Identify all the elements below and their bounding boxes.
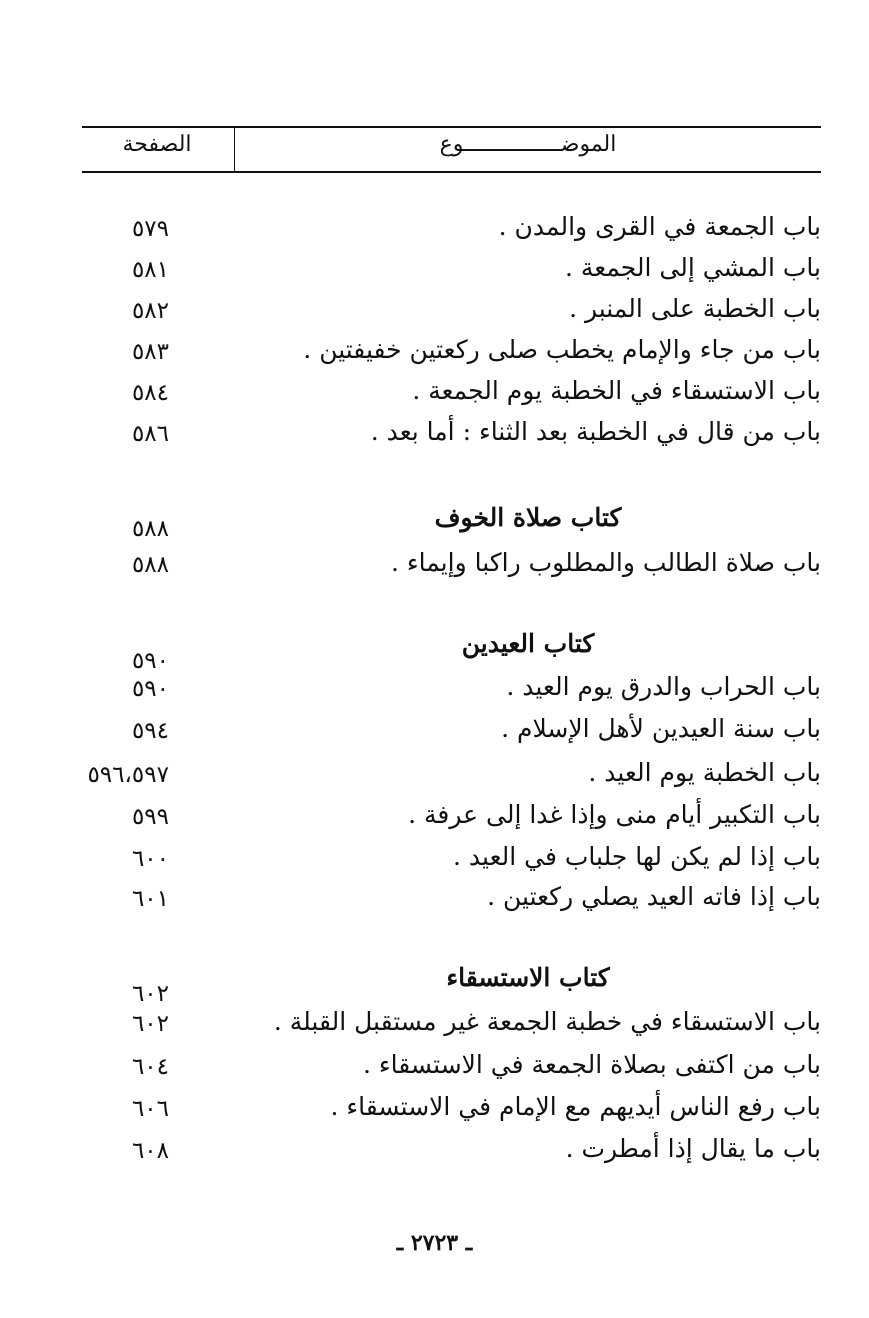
index-entry (0, 1004, 869, 1044)
index-entry (0, 797, 869, 837)
entry-page-number: ٥٨١ (131, 257, 169, 283)
entry-topic: باب الجمعة في القرى والمدن . (498, 212, 821, 241)
index-entry (0, 839, 869, 879)
entry-page-number: ٦٠٦ (131, 1096, 169, 1122)
book-heading: كتاب صلاة الخوف (434, 503, 622, 532)
entry-page-number: ٥٨٢ (131, 298, 169, 324)
book-heading: كتاب الاستسقاء (446, 963, 610, 992)
entry-page-number: ٦٠١ (131, 886, 169, 912)
index-entry (0, 669, 869, 709)
page-column-header: الصفحة (122, 132, 192, 157)
entry-topic: باب صلاة الطالب والمطلوب راكبا وإيماء . (390, 548, 821, 577)
entry-topic: باب من اكتفى بصلاة الجمعة في الاستسقاء . (362, 1050, 821, 1079)
index-entry (0, 291, 869, 331)
header-column-divider (234, 126, 235, 173)
index-entry (0, 209, 869, 249)
entry-page-number: ٥٨٦ (131, 421, 169, 447)
entry-page-number: ٥٩٩ (131, 804, 169, 830)
entry-topic: باب إذا فاته العيد يصلي ركعتين . (487, 882, 821, 911)
index-entry (0, 1131, 869, 1171)
entry-topic: باب المشي إلى الجمعة . (564, 253, 821, 282)
entry-page-number: ٦٠٢ (131, 1011, 169, 1037)
entry-topic: باب الحراب والدرق يوم العيد . (506, 672, 821, 701)
header-bottom-rule (82, 171, 821, 173)
index-entry (0, 1089, 869, 1129)
index-entry (0, 711, 869, 751)
book-page-number: ٥٩٠ (131, 648, 169, 674)
entry-topic: باب رفع الناس أيديهم مع الإمام في الاستسقاء . (330, 1092, 821, 1121)
entry-page-number: ٥٨٣ (131, 339, 169, 365)
index-entry (0, 250, 869, 290)
entry-topic: باب إذا لم يكن لها جلباب في العيد . (453, 842, 821, 871)
index-entry (0, 755, 869, 795)
entry-topic: باب من قال في الخطبة بعد الثناء : أما بعد . (370, 417, 821, 446)
entry-topic: باب الخطبة يوم العيد . (588, 758, 821, 787)
entry-page-number: ٦٠٤ (131, 1054, 169, 1080)
book-page-number: ٥٨٨ (131, 516, 169, 542)
entry-page-number: ٥٨٨ (131, 552, 169, 578)
index-entry (0, 373, 869, 413)
entry-topic: باب ما يقال إذا أمطرت . (565, 1134, 821, 1163)
entry-topic: باب التكبير أيام منى وإذا غدا إلى عرفة . (408, 800, 821, 829)
index-entry (0, 414, 869, 454)
entry-topic: باب الاستسقاء في خطبة الجمعة غير مستقبل القبلة . (273, 1007, 821, 1036)
entry-page-number: ٥٨٤ (131, 380, 169, 406)
entry-topic: باب من جاء والإمام يخطب صلى ركعتين خفيفتين . (303, 335, 821, 364)
header-top-rule (82, 126, 821, 128)
book-page-number: ٦٠٢ (131, 981, 169, 1007)
entry-page-number: ٥٩٤ (131, 718, 169, 744)
entry-page-number: ٥٩٠ (131, 676, 169, 702)
entry-topic: باب الاستسقاء في الخطبة يوم الجمعة . (412, 376, 821, 405)
entry-topic: باب الخطبة على المنبر . (569, 294, 821, 323)
topic-column-header: الموضـــــــــــــــوع (439, 132, 617, 157)
entry-page-number: ٥٩٦،٥٩٧ (87, 762, 169, 788)
index-entry (0, 879, 869, 919)
book-heading: كتاب العيدين (461, 629, 595, 658)
entry-page-number: ٦٠٠ (131, 846, 169, 872)
index-entry (0, 545, 869, 585)
entry-topic: باب سنة العيدين لأهل الإسلام . (501, 714, 821, 743)
entry-page-number: ٥٧٩ (131, 216, 169, 242)
page-folio-number: ـ ٢٧٢٣ ـ (396, 1230, 473, 1256)
index-entry (0, 332, 869, 372)
index-entry (0, 1047, 869, 1087)
entry-page-number: ٦٠٨ (131, 1138, 169, 1164)
